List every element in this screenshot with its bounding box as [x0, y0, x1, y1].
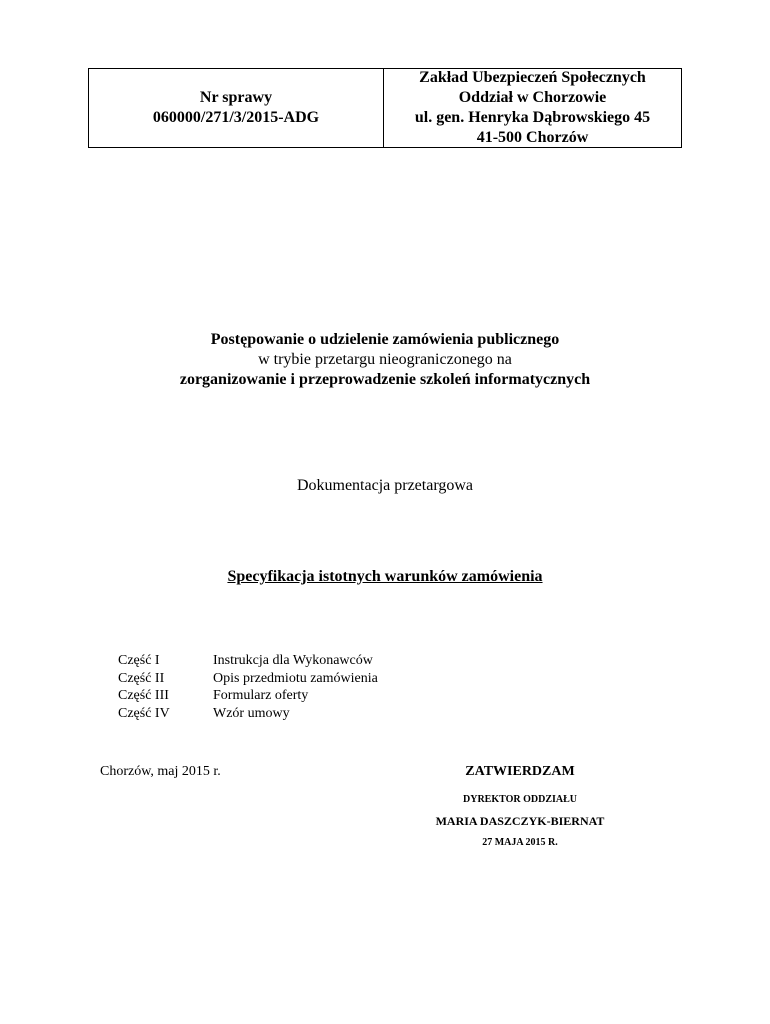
part-number: Część IV: [118, 705, 170, 721]
institution-name: Zakład Ubezpieczeń Społecznych: [419, 69, 646, 86]
document-label: Dokumentacja przetargowa: [296, 477, 474, 494]
procedure-title-line3: zorganizowanie i przeprowadzenie szkoleń informatycznych: [179, 371, 591, 388]
approval-heading: ZATWIERDZAM: [465, 764, 575, 779]
list-item: [118, 705, 378, 723]
part-number: Część II: [118, 670, 165, 686]
approval-block: [420, 764, 620, 848]
header-table: [88, 68, 682, 148]
part-name: Opis przedmiotu zamówienia: [213, 670, 378, 686]
parts-list: [118, 652, 378, 722]
institution-city: 41-500 Chorzów: [476, 129, 589, 146]
part-number: Część I: [118, 653, 160, 668]
approval-date: 27 MAJA 2015 R.: [482, 837, 558, 848]
case-number-cell: [89, 69, 384, 147]
procedure-title-line2: w trybie przetargu nieograniczonego na: [258, 351, 512, 368]
list-item: [118, 670, 378, 688]
part-name: Instrukcja dla Wykonawców: [213, 653, 373, 668]
specification-title: Specyfikacja istotnych warunków zamówienia: [227, 568, 543, 585]
procedure-title: [0, 330, 770, 390]
institution-address-cell: [384, 69, 681, 147]
case-number-value: 060000/271/3/2015-ADG: [152, 109, 320, 126]
procedure-title-line1: Postępowanie o udzielenie zamówienia publicznego: [210, 331, 560, 348]
part-number: Część III: [118, 688, 169, 703]
approver-name: MARIA DASZCZYK-BIERNAT: [435, 814, 605, 828]
part-name: Formularz oferty: [213, 688, 309, 703]
institution-street: ul. gen. Henryka Dąbrowskiego 45: [414, 109, 651, 126]
institution-branch: Oddział w Chorzowie: [458, 89, 607, 106]
list-item: [118, 652, 378, 670]
case-number-label: Nr sprawy: [199, 89, 273, 106]
list-item: [118, 687, 378, 705]
approver-position: DYREKTOR ODDZIAŁU: [463, 794, 577, 805]
part-name: Wzór umowy: [213, 705, 290, 721]
place-and-date: Chorzów, maj 2015 r.: [100, 764, 221, 779]
